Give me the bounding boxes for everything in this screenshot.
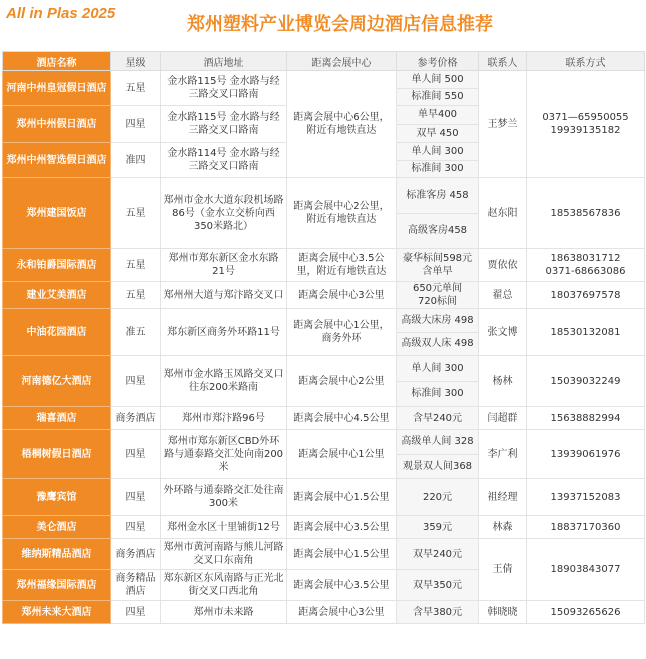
hotel-star: 四星	[111, 430, 161, 479]
hotel-name: 瑞喜酒店	[3, 407, 111, 430]
hotel-price: 豪华标间598元含单早	[397, 249, 479, 282]
hotel-table	[2, 51, 645, 624]
table-row	[3, 539, 645, 570]
hotel-distance: 距离会展中心2公里	[287, 356, 397, 407]
hotel-distance: 距离会展中心1.5公里	[287, 539, 397, 570]
hotel-address: 郑州州大道与郑汴路交叉口	[161, 282, 287, 309]
hotel-address: 金水路115号 金水路与经三路交叉口路南	[161, 71, 287, 106]
hotel-name: 河南德亿大酒店	[3, 356, 111, 407]
hotel-star: 四星	[111, 479, 161, 516]
hotel-price: 双早350元	[397, 570, 479, 601]
table-row	[3, 516, 645, 539]
hotel-price: 含早380元	[397, 601, 479, 624]
hotel-distance: 距离会展中心2公里，附近有地铁直达	[287, 178, 397, 249]
hotel-phone: 18037697578	[527, 282, 645, 309]
table-row	[3, 356, 645, 382]
phone-line: 0371—65950055	[542, 112, 629, 123]
hotel-price: 标准间 300	[397, 381, 479, 407]
table-row	[3, 601, 645, 624]
hotel-distance: 距离会展中心1.5公里	[287, 479, 397, 516]
hotel-price: 单早400	[397, 106, 479, 125]
hotel-contact: 王倩	[479, 539, 527, 601]
table-row	[3, 71, 645, 89]
hotel-star: 准五	[111, 309, 161, 356]
hotel-distance: 距离会展中心1公里，商务外环	[287, 309, 397, 356]
hotel-star: 五星	[111, 249, 161, 282]
hotel-address: 郑州市未来路	[161, 601, 287, 624]
hotel-contact: 张文博	[479, 309, 527, 356]
hotel-price: 含早240元	[397, 407, 479, 430]
col-header-address: 酒店地址	[161, 52, 287, 71]
hotel-phone: 15638882994	[527, 407, 645, 430]
hotel-name: 中油花园酒店	[3, 309, 111, 356]
hotel-phone	[527, 249, 645, 282]
hotel-address: 郑州市金水路玉凤路交叉口往东200米路南	[161, 356, 287, 407]
table-header-row	[3, 52, 645, 71]
hotel-phone: 13939061976	[527, 430, 645, 479]
hotel-distance: 距离会展中心1公里	[287, 430, 397, 479]
hotel-distance: 距离会展中心3公里	[287, 601, 397, 624]
hotel-address: 郑州市郑东新区CBD外环路与通泰路交汇处向南200米	[161, 430, 287, 479]
col-header-phone: 联系方式	[527, 52, 645, 71]
hotel-contact: 闫超群	[479, 407, 527, 430]
hotel-phone: 18837170360	[527, 516, 645, 539]
hotel-distance: 距离会展中心3公里	[287, 282, 397, 309]
hotel-contact: 杨林	[479, 356, 527, 407]
hotel-name: 郑州未来大酒店	[3, 601, 111, 624]
phone-line: 0371-68663086	[545, 266, 626, 277]
hotel-star: 四星	[111, 516, 161, 539]
hotel-phone: 15039032249	[527, 356, 645, 407]
hotel-name: 维纳斯精品酒店	[3, 539, 111, 570]
hotel-name: 郑州建国饭店	[3, 178, 111, 249]
hotel-star: 五星	[111, 71, 161, 106]
table-row	[3, 479, 645, 516]
hotel-phone: 18903843077	[527, 539, 645, 601]
logo: All in Plas 2025	[6, 5, 116, 22]
hotel-contact: 李广利	[479, 430, 527, 479]
hotel-star: 五星	[111, 178, 161, 249]
hotel-name: 郑州福缘国际酒店	[3, 570, 111, 601]
hotel-name: 郑州中州假日酒店	[3, 106, 111, 143]
hotel-price: 标准间 300	[397, 160, 479, 178]
hotel-distance: 距离会展中心6公里，附近有地铁直达	[287, 71, 397, 178]
hotel-price: 高级客房458	[397, 213, 479, 249]
hotel-phone	[527, 71, 645, 178]
hotel-distance: 距离会展中心3.5公里，附近有地铁直达	[287, 249, 397, 282]
table-row	[3, 178, 645, 214]
hotel-name: 美仑酒店	[3, 516, 111, 539]
hotel-phone: 15093265626	[527, 601, 645, 624]
header	[0, 0, 646, 43]
hotel-contact: 祖经理	[479, 479, 527, 516]
hotel-name: 永和铂爵国际酒店	[3, 249, 111, 282]
hotel-price: 观景双人间368	[397, 454, 479, 479]
hotel-name: 梧桐树假日酒店	[3, 430, 111, 479]
hotel-address: 郑州金水区十里铺街12号	[161, 516, 287, 539]
hotel-star: 商务精品酒店	[111, 570, 161, 601]
hotel-price: 标准客房 458	[397, 178, 479, 214]
hotel-name: 河南中州皇冠假日酒店	[3, 71, 111, 106]
hotel-contact: 韩晓晓	[479, 601, 527, 624]
col-header-star: 星级	[111, 52, 161, 71]
page-title: 郑州塑料产业博览会周边酒店信息推荐	[187, 14, 493, 35]
hotel-price: 高级单人间 328	[397, 430, 479, 455]
hotel-address: 金水路115号 金水路与经三路交叉口路南	[161, 106, 287, 143]
hotel-address: 郑州市黄河南路与熊儿河路交叉口东南角	[161, 539, 287, 570]
hotel-price	[397, 282, 479, 309]
hotel-star: 准四	[111, 143, 161, 178]
price-line: 650元单间	[412, 283, 463, 294]
hotel-address: 金水路114号 金水路与经三路交叉口路南	[161, 143, 287, 178]
hotel-address: 郑州市金水大道东段机场路86号（金水立交桥向西350米路北）	[161, 178, 287, 249]
col-header-distance: 距离会展中心	[287, 52, 397, 71]
hotel-distance: 距离会展中心4.5公里	[287, 407, 397, 430]
hotel-address: 郑州市郑汴路96号	[161, 407, 287, 430]
hotel-price: 高级大床房 498	[397, 309, 479, 333]
hotel-price: 双早240元	[397, 539, 479, 570]
hotel-price: 标准间 550	[397, 88, 479, 106]
hotel-name: 建业艾美酒店	[3, 282, 111, 309]
hotel-price: 359元	[397, 516, 479, 539]
hotel-address: 郑州市郑东新区金水东路21号	[161, 249, 287, 282]
table-row	[3, 282, 645, 309]
col-header-price: 参考价格	[397, 52, 479, 71]
hotel-phone: 18538567836	[527, 178, 645, 249]
hotel-price: 高级双人床 498	[397, 332, 479, 356]
hotel-phone: 13937152083	[527, 479, 645, 516]
hotel-contact: 林森	[479, 516, 527, 539]
phone-line: 18638031712	[550, 253, 621, 264]
hotel-price: 单人间 300	[397, 143, 479, 161]
hotel-address: 外环路与通泰路交汇处往南300米	[161, 479, 287, 516]
hotel-price: 220元	[397, 479, 479, 516]
col-header-name: 酒店名称	[3, 52, 111, 71]
hotel-phone: 18530132081	[527, 309, 645, 356]
table-row	[3, 309, 645, 333]
hotel-star: 商务酒店	[111, 407, 161, 430]
hotel-star: 四星	[111, 601, 161, 624]
hotel-address: 郑东新区商务外环路11号	[161, 309, 287, 356]
price-line: 720标间	[417, 296, 458, 307]
table-row	[3, 407, 645, 430]
hotel-contact: 翟总	[479, 282, 527, 309]
hotel-price: 单人间 500	[397, 71, 479, 89]
col-header-contact: 联系人	[479, 52, 527, 71]
table-row	[3, 249, 645, 282]
hotel-contact: 王梦兰	[479, 71, 527, 178]
hotel-star: 五星	[111, 282, 161, 309]
hotel-distance: 距离会展中心3.5公里	[287, 570, 397, 601]
hotel-star: 四星	[111, 356, 161, 407]
hotel-distance: 距离会展中心3.5公里	[287, 516, 397, 539]
hotel-star: 四星	[111, 106, 161, 143]
hotel-name: 郑州中州智选假日酒店	[3, 143, 111, 178]
hotel-price: 单人间 300	[397, 356, 479, 382]
hotel-contact: 赵东阳	[479, 178, 527, 249]
hotel-name: 豫鹰宾馆	[3, 479, 111, 516]
hotel-contact: 贾依依	[479, 249, 527, 282]
hotel-price: 双早 450	[397, 124, 479, 143]
hotel-star: 商务酒店	[111, 539, 161, 570]
hotel-address: 郑东新区东风南路与正光北街交叉口西北角	[161, 570, 287, 601]
phone-line: 19939135182	[550, 125, 621, 136]
table-row	[3, 430, 645, 455]
